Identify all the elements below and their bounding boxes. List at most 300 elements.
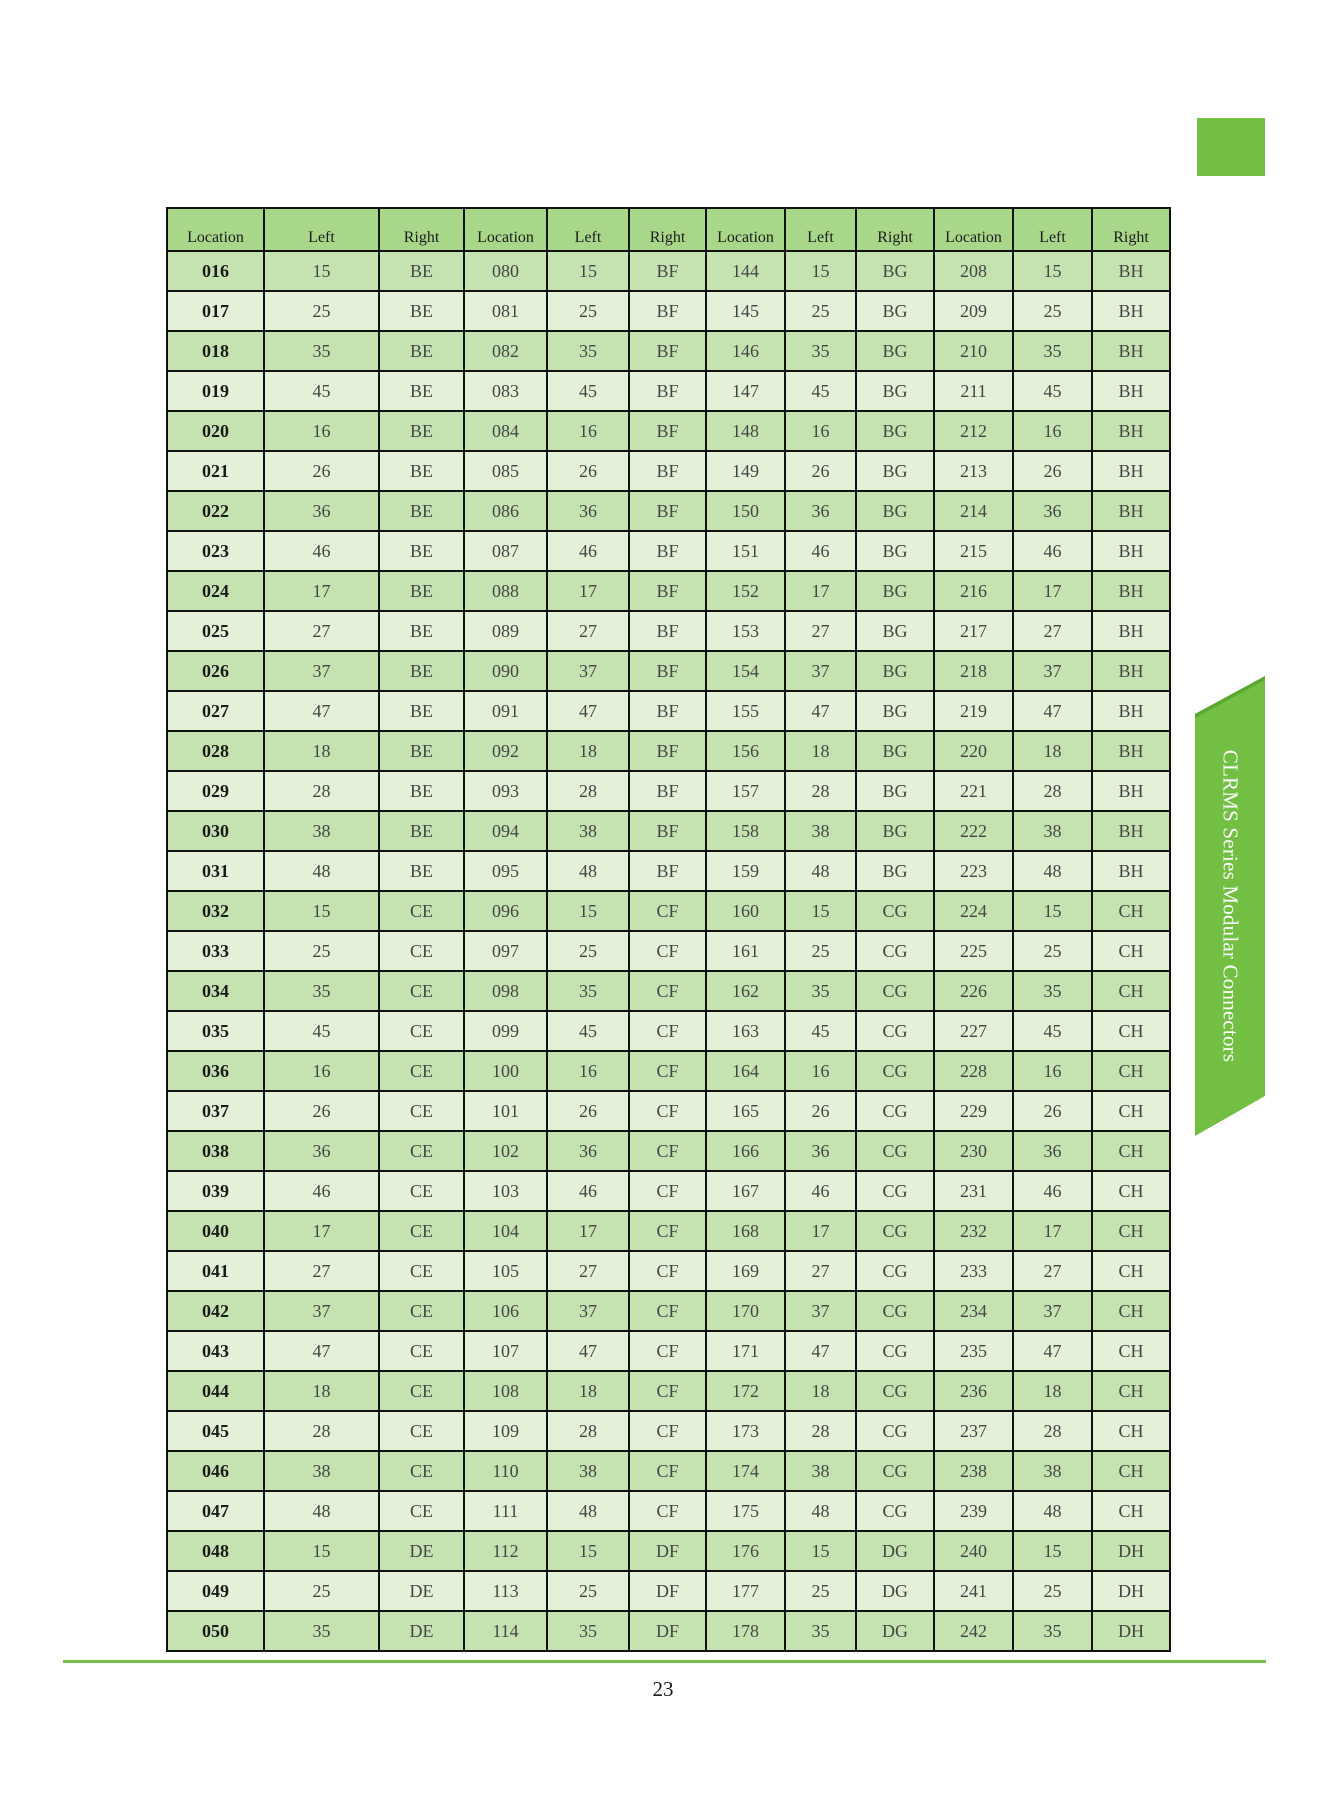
table-cell: BE [379, 571, 464, 611]
table-cell: CF [629, 1171, 706, 1211]
table-row [167, 1411, 1170, 1451]
table-cell: 28 [1013, 771, 1092, 811]
table-cell: CH [1092, 1051, 1170, 1091]
table-cell: 47 [1013, 1331, 1092, 1371]
table-cell: 18 [547, 731, 629, 771]
table-cell: 036 [167, 1051, 264, 1091]
table-cell: 219 [934, 691, 1013, 731]
table-cell: 35 [547, 971, 629, 1011]
table-cell: DH [1092, 1611, 1170, 1651]
table-cell: CH [1092, 971, 1170, 1011]
table-cell: BF [629, 331, 706, 371]
table-cell: 032 [167, 891, 264, 931]
table-cell: 36 [264, 1131, 379, 1171]
side-tab [1195, 676, 1265, 1136]
table-cell: 17 [264, 571, 379, 611]
table-cell: 47 [264, 1331, 379, 1371]
table-cell: 104 [464, 1211, 547, 1251]
table-cell: BF [629, 251, 706, 291]
table-cell: 114 [464, 1611, 547, 1651]
table-cell: 149 [706, 451, 785, 491]
table-cell: 166 [706, 1131, 785, 1171]
pin-assignment-table [166, 207, 1171, 1652]
table-cell: 35 [1013, 1611, 1092, 1651]
table-cell: 28 [547, 1411, 629, 1451]
table-row [167, 971, 1170, 1011]
table-cell: 35 [264, 971, 379, 1011]
table-cell: 086 [464, 491, 547, 531]
table-cell: 227 [934, 1011, 1013, 1051]
column-header: Location [464, 208, 547, 251]
table-cell: BE [379, 771, 464, 811]
table-cell: BE [379, 851, 464, 891]
table-cell: BF [629, 731, 706, 771]
table-cell: 023 [167, 531, 264, 571]
table-cell: 037 [167, 1091, 264, 1131]
table-row [167, 451, 1170, 491]
table-cell: BE [379, 491, 464, 531]
table-cell: CH [1092, 1131, 1170, 1171]
table-cell: 241 [934, 1571, 1013, 1611]
table-cell: 152 [706, 571, 785, 611]
table-cell: 046 [167, 1451, 264, 1491]
table-cell: 043 [167, 1331, 264, 1371]
table-cell: DG [856, 1531, 934, 1571]
table-cell: 027 [167, 691, 264, 731]
table-cell: 213 [934, 451, 1013, 491]
table-row [167, 1571, 1170, 1611]
table-cell: 45 [1013, 1011, 1092, 1051]
table-cell: CG [856, 1051, 934, 1091]
table-cell: 021 [167, 451, 264, 491]
table-cell: BH [1092, 531, 1170, 571]
table-cell: CE [379, 1211, 464, 1251]
table-cell: 016 [167, 251, 264, 291]
table-row [167, 1291, 1170, 1331]
table-cell: 18 [1013, 1371, 1092, 1411]
table-cell: 162 [706, 971, 785, 1011]
table-row [167, 691, 1170, 731]
table-cell: BG [856, 531, 934, 571]
table-cell: 088 [464, 571, 547, 611]
table-cell: 15 [785, 891, 856, 931]
table-cell: 26 [264, 1091, 379, 1131]
corner-accent-block [1197, 118, 1265, 176]
table-cell: 163 [706, 1011, 785, 1051]
table-cell: 38 [785, 811, 856, 851]
table-cell: BG [856, 291, 934, 331]
table-cell: 35 [785, 331, 856, 371]
table-cell: 35 [1013, 331, 1092, 371]
table-cell: 38 [1013, 1451, 1092, 1491]
table-cell: CG [856, 1091, 934, 1131]
table-cell: BE [379, 451, 464, 491]
table-cell: 15 [264, 1531, 379, 1571]
table-cell: 36 [1013, 1131, 1092, 1171]
table-cell: 093 [464, 771, 547, 811]
table-cell: 220 [934, 731, 1013, 771]
table-cell: BH [1092, 691, 1170, 731]
table-row [167, 1531, 1170, 1571]
table-cell: 35 [785, 1611, 856, 1651]
table-cell: CF [629, 1411, 706, 1451]
table-cell: 18 [785, 1371, 856, 1411]
footer-rule [63, 1660, 1266, 1663]
table-cell: 37 [785, 651, 856, 691]
table-cell: BF [629, 371, 706, 411]
table-cell: CH [1092, 1371, 1170, 1411]
table-cell: 110 [464, 1451, 547, 1491]
table-cell: 28 [785, 771, 856, 811]
table-cell: CH [1092, 1451, 1170, 1491]
table-cell: CE [379, 891, 464, 931]
table-cell: 15 [1013, 1531, 1092, 1571]
table-cell: BG [856, 771, 934, 811]
table-cell: 16 [264, 1051, 379, 1091]
table-cell: 239 [934, 1491, 1013, 1531]
table-cell: 25 [547, 291, 629, 331]
table-cell: 47 [1013, 691, 1092, 731]
table-cell: 17 [1013, 1211, 1092, 1251]
table-cell: 210 [934, 331, 1013, 371]
table-cell: 045 [167, 1411, 264, 1451]
table-cell: 029 [167, 771, 264, 811]
table-cell: CG [856, 931, 934, 971]
table-cell: 26 [547, 451, 629, 491]
table-cell: 16 [785, 1051, 856, 1091]
table-cell: 084 [464, 411, 547, 451]
table-cell: 27 [547, 1251, 629, 1291]
table-cell: 099 [464, 1011, 547, 1051]
table-row [167, 931, 1170, 971]
table-row [167, 251, 1170, 291]
table-cell: 48 [264, 851, 379, 891]
table-cell: CF [629, 1011, 706, 1051]
table-cell: 157 [706, 771, 785, 811]
table-cell: CH [1092, 1491, 1170, 1531]
table-cell: BH [1092, 571, 1170, 611]
table-cell: 223 [934, 851, 1013, 891]
table-cell: 27 [785, 1251, 856, 1291]
table-cell: 25 [264, 931, 379, 971]
table-cell: CH [1092, 1091, 1170, 1131]
table-cell: 17 [785, 1211, 856, 1251]
table-cell: BE [379, 371, 464, 411]
table-cell: 155 [706, 691, 785, 731]
table-cell: BG [856, 451, 934, 491]
table-cell: CG [856, 1131, 934, 1171]
table-cell: BG [856, 651, 934, 691]
table-cell: 229 [934, 1091, 1013, 1131]
table-row [167, 571, 1170, 611]
table-cell: 15 [547, 891, 629, 931]
table-cell: BH [1092, 251, 1170, 291]
table-cell: BE [379, 251, 464, 291]
table-cell: 230 [934, 1131, 1013, 1171]
table-cell: DF [629, 1571, 706, 1611]
table-cell: BE [379, 731, 464, 771]
table-cell: 37 [264, 651, 379, 691]
table-cell: 112 [464, 1531, 547, 1571]
table-cell: 27 [1013, 611, 1092, 651]
table-cell: 224 [934, 891, 1013, 931]
table-cell: 16 [547, 411, 629, 451]
table-cell: CF [629, 1211, 706, 1251]
table-cell: CF [629, 1371, 706, 1411]
table-cell: CF [629, 1331, 706, 1371]
table-cell: 38 [547, 1451, 629, 1491]
table-cell: CG [856, 891, 934, 931]
table-cell: 237 [934, 1411, 1013, 1451]
table-cell: CF [629, 1451, 706, 1491]
table-cell: CE [379, 1051, 464, 1091]
table-cell: BG [856, 851, 934, 891]
table-cell: 030 [167, 811, 264, 851]
table-cell: CG [856, 1411, 934, 1451]
table-cell: 236 [934, 1371, 1013, 1411]
table-cell: 039 [167, 1171, 264, 1211]
table-cell: 26 [785, 1091, 856, 1131]
table-cell: 25 [785, 931, 856, 971]
table-cell: 233 [934, 1251, 1013, 1291]
column-header: Location [167, 208, 264, 251]
table-cell: 35 [547, 331, 629, 371]
table-cell: 38 [785, 1451, 856, 1491]
table-cell: 153 [706, 611, 785, 651]
table-cell: 231 [934, 1171, 1013, 1211]
table-cell: BF [629, 611, 706, 651]
table-cell: BF [629, 531, 706, 571]
table-cell: CH [1092, 1011, 1170, 1051]
table-row [167, 371, 1170, 411]
table-cell: 082 [464, 331, 547, 371]
table-cell: 217 [934, 611, 1013, 651]
table-cell: 27 [785, 611, 856, 651]
table-cell: 45 [785, 1011, 856, 1051]
table-cell: 46 [1013, 1171, 1092, 1211]
table-cell: 47 [785, 1331, 856, 1371]
table-cell: 26 [264, 451, 379, 491]
table-cell: 25 [785, 1571, 856, 1611]
table-cell: 17 [264, 1211, 379, 1251]
table-cell: CH [1092, 931, 1170, 971]
table-cell: BH [1092, 331, 1170, 371]
table-row [167, 1451, 1170, 1491]
table-cell: 111 [464, 1491, 547, 1531]
table-cell: BG [856, 371, 934, 411]
table-cell: 160 [706, 891, 785, 931]
table-cell: 098 [464, 971, 547, 1011]
table-cell: 209 [934, 291, 1013, 331]
table-body [167, 251, 1170, 1651]
table-cell: 105 [464, 1251, 547, 1291]
table-cell: CH [1092, 1291, 1170, 1331]
table-cell: 37 [1013, 1291, 1092, 1331]
table-cell: BH [1092, 411, 1170, 451]
table-cell: 034 [167, 971, 264, 1011]
table-cell: 177 [706, 1571, 785, 1611]
table-cell: 050 [167, 1611, 264, 1651]
table-cell: 038 [167, 1131, 264, 1171]
table-cell: 26 [785, 451, 856, 491]
table-cell: 46 [1013, 531, 1092, 571]
table-cell: 044 [167, 1371, 264, 1411]
table-cell: 171 [706, 1331, 785, 1371]
table-row [167, 1211, 1170, 1251]
column-header: Location [706, 208, 785, 251]
table-cell: BH [1092, 811, 1170, 851]
table-cell: 226 [934, 971, 1013, 1011]
table-cell: BG [856, 331, 934, 371]
table-cell: 27 [547, 611, 629, 651]
table-cell: 144 [706, 251, 785, 291]
table-cell: 15 [547, 251, 629, 291]
table-row [167, 611, 1170, 651]
table-cell: 36 [264, 491, 379, 531]
table-cell: BE [379, 531, 464, 571]
table-cell: DH [1092, 1571, 1170, 1611]
table-cell: 020 [167, 411, 264, 451]
table-cell: 16 [1013, 411, 1092, 451]
table-cell: 151 [706, 531, 785, 571]
table-cell: 150 [706, 491, 785, 531]
column-header: Right [629, 208, 706, 251]
table-cell: 37 [1013, 651, 1092, 691]
table-cell: 48 [785, 1491, 856, 1531]
table-row [167, 811, 1170, 851]
table-cell: 172 [706, 1371, 785, 1411]
table-row [167, 411, 1170, 451]
table-cell: 16 [547, 1051, 629, 1091]
table-cell: 46 [547, 1171, 629, 1211]
table-cell: 218 [934, 651, 1013, 691]
table-cell: BF [629, 411, 706, 451]
table-cell: BH [1092, 291, 1170, 331]
table-cell: CE [379, 971, 464, 1011]
table-cell: 146 [706, 331, 785, 371]
table-cell: 042 [167, 1291, 264, 1331]
table-cell: 211 [934, 371, 1013, 411]
table-cell: 18 [547, 1371, 629, 1411]
table-cell: 47 [547, 691, 629, 731]
table-cell: 018 [167, 331, 264, 371]
table-cell: 109 [464, 1411, 547, 1451]
table-row [167, 491, 1170, 531]
table-cell: 15 [264, 891, 379, 931]
table-cell: 27 [1013, 1251, 1092, 1291]
table-cell: 113 [464, 1571, 547, 1611]
table-cell: BE [379, 411, 464, 451]
table-cell: 232 [934, 1211, 1013, 1251]
table-cell: 25 [264, 291, 379, 331]
table-cell: 047 [167, 1491, 264, 1531]
table-cell: BH [1092, 851, 1170, 891]
table-cell: 170 [706, 1291, 785, 1331]
table-cell: 37 [264, 1291, 379, 1331]
table-cell: 48 [1013, 851, 1092, 891]
table-row [167, 1251, 1170, 1291]
table-cell: 147 [706, 371, 785, 411]
table-cell: 38 [264, 811, 379, 851]
table-cell: 225 [934, 931, 1013, 971]
table-cell: 035 [167, 1011, 264, 1051]
table-cell: CH [1092, 1251, 1170, 1291]
table-cell: 45 [264, 371, 379, 411]
table-cell: CG [856, 971, 934, 1011]
table-cell: 028 [167, 731, 264, 771]
table-cell: 101 [464, 1091, 547, 1131]
table-cell: 47 [547, 1331, 629, 1371]
column-header: Left [785, 208, 856, 251]
table-cell: 35 [1013, 971, 1092, 1011]
table-cell: 16 [264, 411, 379, 451]
table-cell: CE [379, 1171, 464, 1211]
table-cell: 228 [934, 1051, 1013, 1091]
table-cell: 25 [785, 291, 856, 331]
table-row [167, 1051, 1170, 1091]
table-cell: 083 [464, 371, 547, 411]
table-cell: 108 [464, 1371, 547, 1411]
table-cell: CF [629, 1091, 706, 1131]
table-cell: 36 [547, 491, 629, 531]
table-cell: 215 [934, 531, 1013, 571]
table-row [167, 1131, 1170, 1171]
table-cell: 242 [934, 1611, 1013, 1651]
table-cell: DF [629, 1611, 706, 1651]
table-cell: BH [1092, 451, 1170, 491]
table-cell: 18 [264, 731, 379, 771]
table-cell: 017 [167, 291, 264, 331]
table-row [167, 1091, 1170, 1131]
table-cell: 48 [547, 851, 629, 891]
table-cell: CE [379, 1331, 464, 1371]
table-cell: 28 [264, 1411, 379, 1451]
column-header: Right [379, 208, 464, 251]
table-cell: DE [379, 1571, 464, 1611]
table-cell: 27 [264, 611, 379, 651]
table-cell: 240 [934, 1531, 1013, 1571]
table-cell: DE [379, 1611, 464, 1651]
table-cell: 18 [785, 731, 856, 771]
table-cell: 019 [167, 371, 264, 411]
table-cell: BH [1092, 491, 1170, 531]
table-cell: 173 [706, 1411, 785, 1451]
table-cell: BG [856, 611, 934, 651]
table-cell: BH [1092, 651, 1170, 691]
table-cell: BH [1092, 771, 1170, 811]
table-cell: BE [379, 291, 464, 331]
table-cell: 041 [167, 1251, 264, 1291]
table-cell: BG [856, 811, 934, 851]
table-row [167, 1331, 1170, 1371]
table-cell: 46 [264, 531, 379, 571]
table-cell: 165 [706, 1091, 785, 1131]
table-cell: 37 [785, 1291, 856, 1331]
table-cell: 46 [264, 1171, 379, 1211]
table-cell: 107 [464, 1331, 547, 1371]
table-cell: 024 [167, 571, 264, 611]
table-cell: 48 [264, 1491, 379, 1531]
table-cell: BG [856, 731, 934, 771]
table-cell: 28 [547, 771, 629, 811]
table-cell: 28 [1013, 1411, 1092, 1451]
table-cell: CE [379, 1451, 464, 1491]
table-cell: 47 [785, 691, 856, 731]
page-number: 23 [652, 1677, 674, 1701]
table-cell: 145 [706, 291, 785, 331]
table-cell: CE [379, 1131, 464, 1171]
column-header: Left [1013, 208, 1092, 251]
